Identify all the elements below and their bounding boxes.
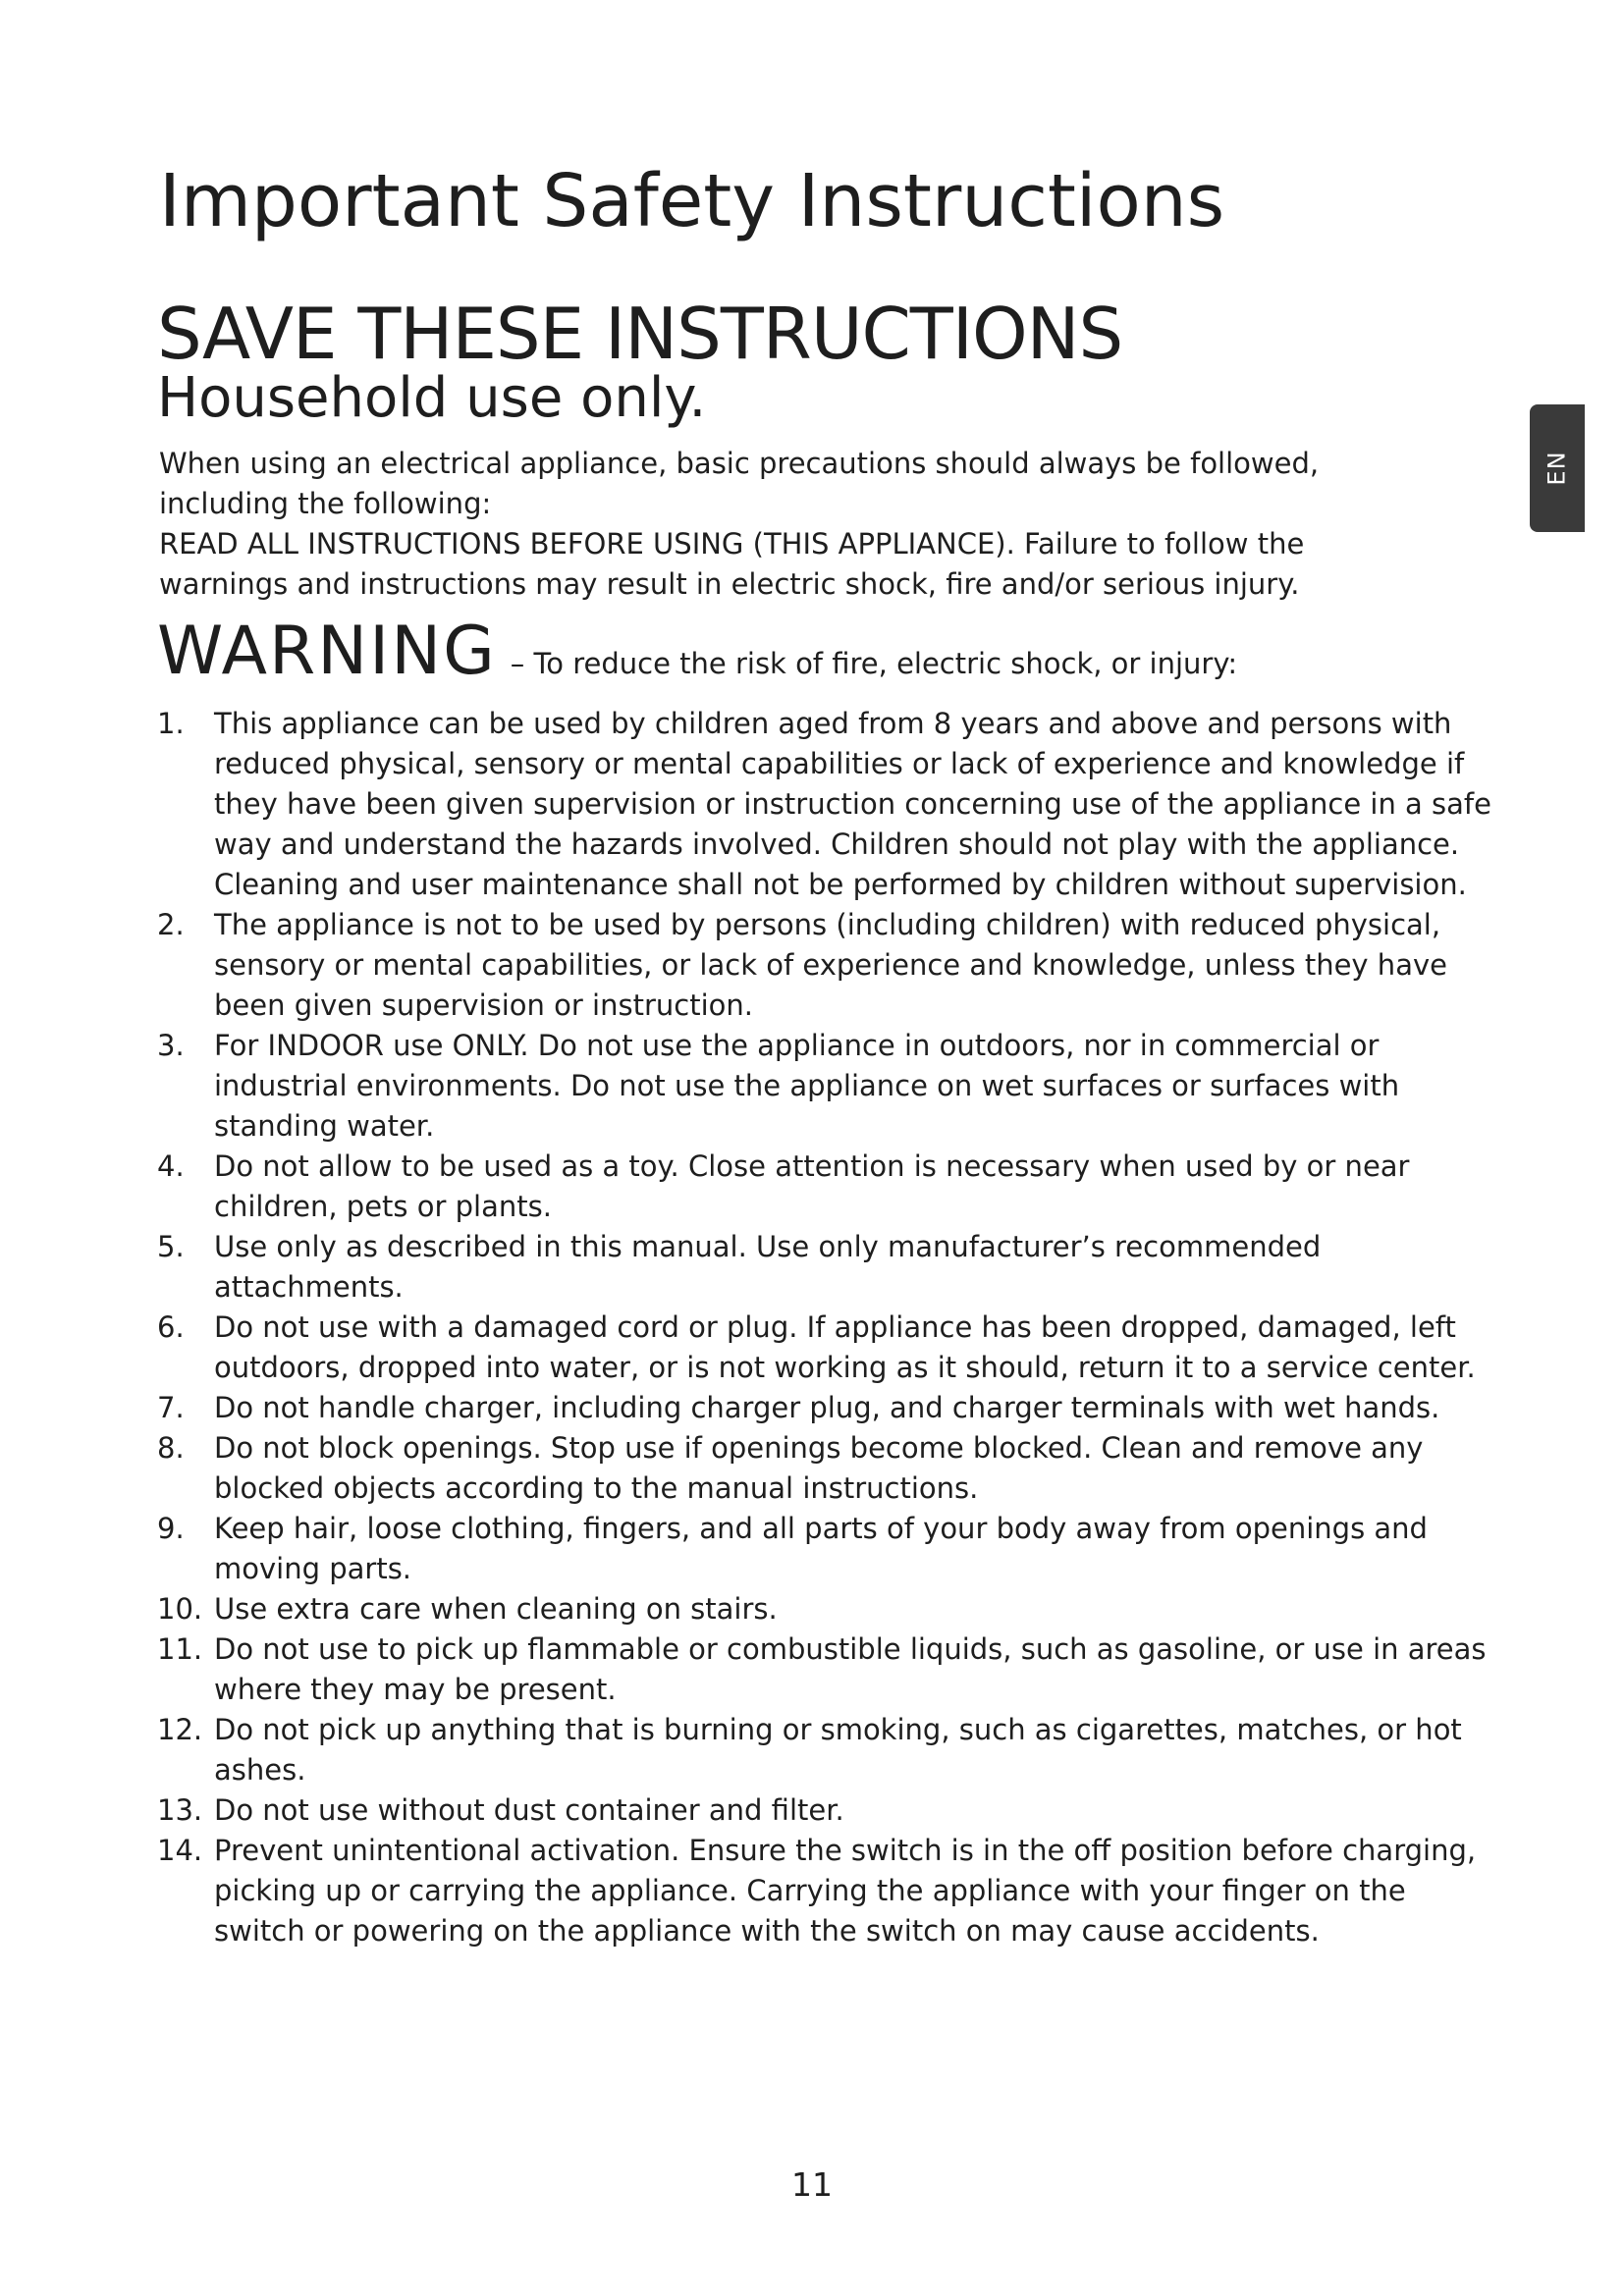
item-number: 13. [157,1793,203,1827]
item-number: 7. [157,1391,185,1424]
list-item [157,1790,1492,1831]
list-item [157,1227,1492,1308]
intro-block [159,444,1426,605]
item-text: Do not block openings. Stop use if openings become blocked. Clean and remove any blocked objects according to the manual instructions. [214,1431,1424,1505]
list-item [157,1026,1492,1147]
item-text: Do not pick up anything that is burning or smoking, such as cigarettes, matches, or hot ashes. [214,1713,1462,1787]
item-text: Do not allow to be used as a toy. Close attention is necessary when used by or near children, pets or plants. [214,1149,1410,1223]
item-text: Do not use with a damaged cord or plug. If appliance has been dropped, damaged, left outdoors, dropped into water, or is not working as it should, return it to a service center. [214,1310,1476,1384]
item-text: This appliance can be used by children aged from 8 years and above and persons with reduced physical, sensory or mental capabilities or lack of experience and knowledge if they have been given supervision or instruction concerning use of the appliance in a safe way and understand the hazards involved. Children should not play with the appliance. Cleaning and user maintenance shall not be performed by children without supervision. [214,707,1491,901]
page-title: Important Safety Instructions [159,159,1225,243]
item-number: 11. [157,1632,203,1666]
item-text: Prevent unintentional activation. Ensure the switch is in the off position before charging, picking up or carrying the appliance. Carrying the appliance with your finger on the switch or powering on the appliance with the switch on may cause accidents. [214,1834,1477,1948]
list-item [157,1147,1492,1227]
item-text: Do not use to pick up flammable or combustible liquids, such as gasoline, or use in areas where they may be present. [214,1632,1487,1706]
item-number: 9. [157,1512,185,1545]
household-use-heading: Household use only. [157,366,707,430]
item-text: Do not use without dust container and filter. [214,1793,844,1827]
list-item [157,1428,1492,1509]
safety-instructions-list [157,704,1492,1951]
page-number: 11 [791,2165,833,2204]
item-number: 5. [157,1230,185,1263]
intro-paragraph-precautions: When using an electrical appliance, basic precautions should always be followed, including the following: [159,447,1320,520]
item-number: 3. [157,1029,185,1062]
language-tab-label: EN [1543,451,1571,486]
item-number: 2. [157,908,185,941]
list-item [157,1388,1492,1428]
list-item [157,1710,1492,1790]
list-item [157,1509,1492,1589]
item-text: Use only as described in this manual. Use only manufacturer’s recommended attachments. [214,1230,1322,1304]
warning-heading [157,613,1238,690]
item-text: Keep hair, loose clothing, fingers, and all parts of your body away from openings and moving parts. [214,1512,1428,1585]
save-instructions-heading: SAVE THESE INSTRUCTIONS [157,293,1123,375]
intro-paragraph-read-all: READ ALL INSTRUCTIONS BEFORE USING (THIS APPLIANCE). Failure to follow the warnings and instructions may result in electric shock, fire and/or serious injury. [159,527,1305,601]
list-item [157,704,1492,905]
language-tab [1530,404,1585,532]
list-item [157,905,1492,1026]
list-item [157,1629,1492,1710]
item-number: 12. [157,1713,203,1746]
item-number: 8. [157,1431,185,1465]
item-number: 4. [157,1149,185,1183]
item-text: The appliance is not to be used by persons (including children) with reduced physical, sensory or mental capabilities, or lack of experience and knowledge, unless they have been given supervision or instruction. [214,908,1447,1022]
item-text: For INDOOR use ONLY. Do not use the appliance in outdoors, nor in commercial or industrial environments. Do not use the appliance on wet surfaces or surfaces with standing water. [214,1029,1400,1143]
item-number: 1. [157,707,185,740]
warning-word: WARNING [157,613,497,690]
item-number: 14. [157,1834,203,1867]
warning-subtitle: – To reduce the risk of fire, electric shock, or injury: [510,647,1238,680]
list-item [157,1589,1492,1629]
list-item [157,1831,1492,1951]
list-item [157,1308,1492,1388]
item-number: 6. [157,1310,185,1344]
item-text: Do not handle charger, including charger plug, and charger terminals with wet hands. [214,1391,1440,1424]
item-text: Use extra care when cleaning on stairs. [214,1592,778,1626]
item-number: 10. [157,1592,203,1626]
